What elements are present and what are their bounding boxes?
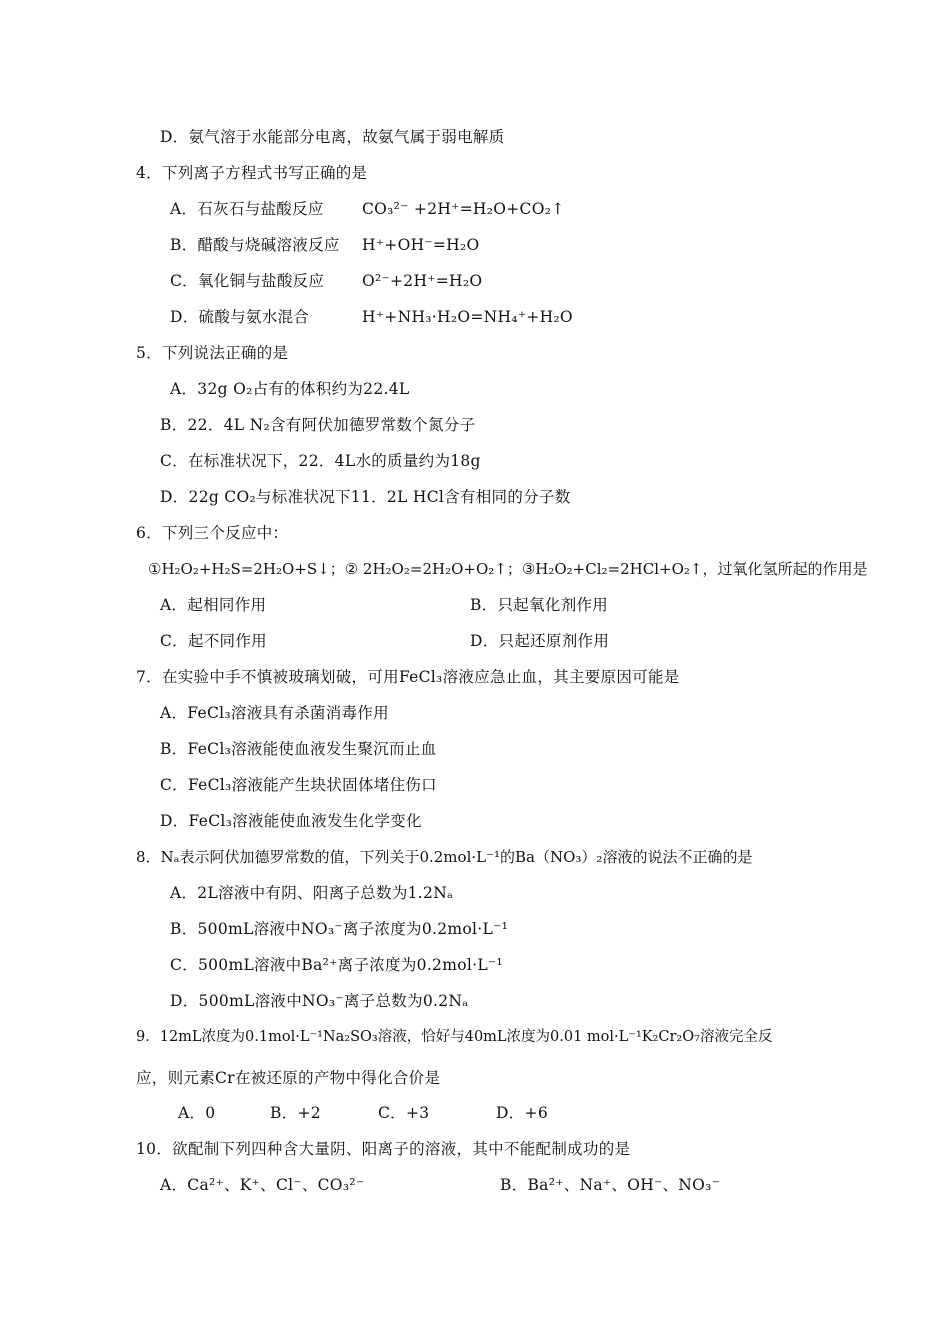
q8-option-b: B．500mL溶液中NO₃⁻离子浓度为0.2mol·L⁻¹ [170, 920, 509, 938]
q5-option-a: A．32g O₂占有的体积约为22.4L [170, 380, 410, 398]
q6-option-d: D．只起还原剂作用 [470, 632, 610, 650]
q8-stem: 8．Nₐ表示阿伏加德罗常数的值，下列关于0.2mol·L⁻¹的Ba（NO₃）₂溶液的说法不正确的是 [136, 848, 753, 866]
q3-option-d: D．氨气溶于水能部分电离，故氨气属于弱电解质 [160, 128, 505, 146]
q10-option-b: B．Ba²⁺、Na⁺、OH⁻、NO₃⁻ [500, 1176, 721, 1194]
q10-stem: 10．欲配制下列四种含大量阴、阳离子的溶液，其中不能配制成功的是 [136, 1140, 631, 1158]
q9-option-c: C．+3 [378, 1104, 430, 1122]
q9-option-a: A．0 [178, 1104, 216, 1122]
q9-option-d: D．+6 [496, 1104, 548, 1122]
q7-option-b: B．FeCl₃溶液能使血液发生聚沉而止血 [160, 740, 437, 758]
q6-reactions: ①H₂O₂+H₂S=2H₂O+S↓；② 2H₂O₂=2H₂O+O₂↑；③H₂O₂+Cl₂=2HCl+O₂↑，过氧化氢所起的作用是 [148, 560, 868, 578]
q4-option-b-text: B．醋酸与烧碱溶液反应 [170, 236, 340, 254]
q4-option-d-text: D．硫酸与氨水混合 [170, 308, 310, 326]
q7-option-c: C．FeCl₃溶液能产生块状固体堵住伤口 [160, 776, 437, 794]
q4-option-b-equation: H⁺+OH⁻=H₂O [362, 236, 480, 254]
q4-stem: 4．下列离子方程式书写正确的是 [136, 164, 368, 182]
q8-option-d: D．500mL溶液中NO₃⁻离子总数为0.2Nₐ [170, 992, 469, 1010]
q7-stem: 7．在实验中手不慎被玻璃划破，可用FeCl₃溶液应急止血，其主要原因可能是 [136, 668, 680, 686]
q8-option-a: A．2L溶液中有阴、阳离子总数为1.2Nₐ [170, 884, 454, 902]
q4-option-d-equation: H⁺+NH₃·H₂O=NH₄⁺+H₂O [362, 308, 573, 326]
q6-stem: 6．下列三个反应中： [136, 524, 289, 542]
q4-option-a-text: A．石灰石与盐酸反应 [170, 200, 324, 218]
q6-option-b: B．只起氧化剂作用 [470, 596, 609, 614]
q10-option-a: A．Ca²⁺、K⁺、Cl⁻、CO₃²⁻ [160, 1176, 365, 1194]
q9-option-b: B．+2 [270, 1104, 321, 1122]
q4-option-c-equation: O²⁻+2H⁺=H₂O [362, 272, 483, 290]
q7-option-a: A．FeCl₃溶液具有杀菌消毒作用 [160, 704, 389, 722]
q8-option-c: C．500mL溶液中Ba²⁺离子浓度为0.2mol·L⁻¹ [170, 956, 503, 974]
q6-option-c: C．起不同作用 [160, 632, 267, 650]
q5-option-d: D．22g CO₂与标准状况下11．2L HCl含有相同的分子数 [160, 488, 571, 506]
q4-option-a-equation: CO₃²⁻ +2H⁺=H₂O+CO₂↑ [362, 200, 565, 218]
q7-option-d: D．FeCl₃溶液能使血液发生化学变化 [160, 812, 422, 830]
q5-option-b: B．22．4L N₂含有阿伏加德罗常数个氮分子 [160, 416, 476, 434]
q4-option-c-text: C．氧化铜与盐酸反应 [170, 272, 325, 290]
q6-option-a: A．起相同作用 [160, 596, 267, 614]
q9-stem-line1: 9．12mL浓度为0.1mol·L⁻¹Na₂SO₃溶液，恰好与40mL浓度为0.01 mol·L⁻¹K₂Cr₂O₇溶液完全反 [136, 1029, 773, 1045]
q9-stem-line2: 应，则元素Cr在被还原的产物中得化合价是 [136, 1069, 441, 1087]
q5-stem: 5．下列说法正确的是 [136, 344, 289, 362]
q5-option-c: C．在标准状况下，22．4L水的质量约为18g [160, 452, 481, 470]
